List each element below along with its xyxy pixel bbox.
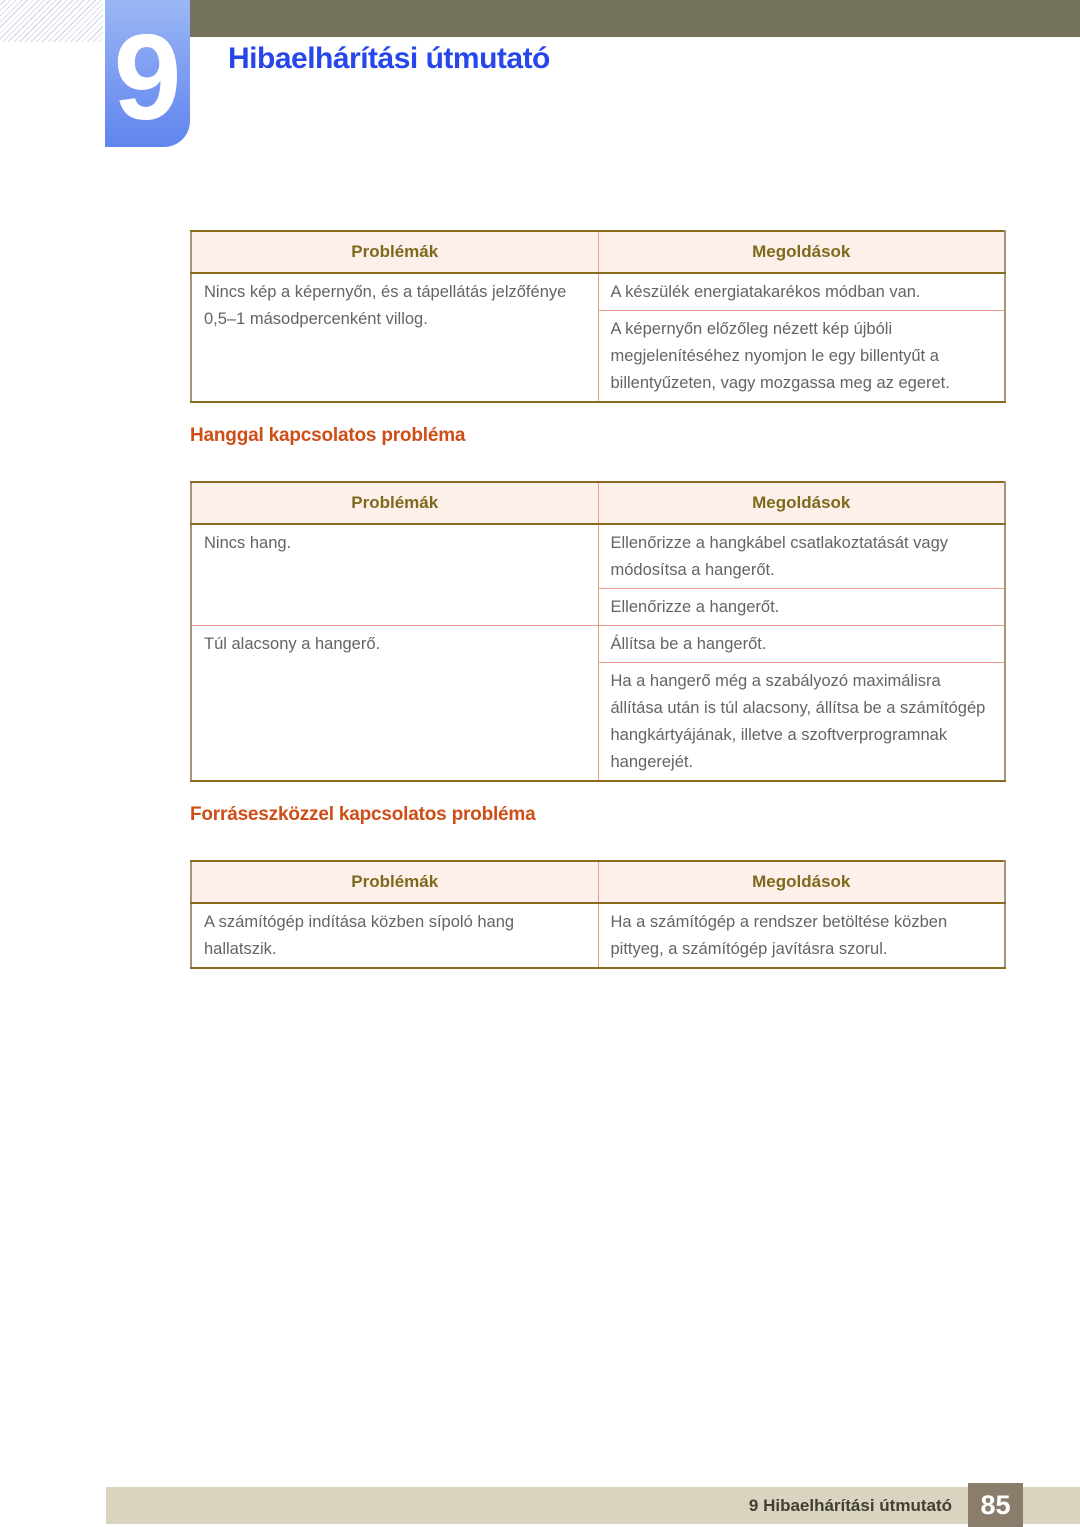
solution-cell: A készülék energiatakarékos módban van. <box>598 273 1005 311</box>
problem-cell: Nincs kép a képernyőn, és a tápellátás jelzőfénye 0,5–1 másodpercenként villog. <box>191 273 598 402</box>
troubleshooting-table-display <box>190 230 1006 403</box>
troubleshooting-table-source <box>190 860 1006 969</box>
column-header: Megoldások <box>598 861 1005 903</box>
chapter-tab <box>105 0 190 147</box>
page-title: Hibaelhárítási útmutató <box>228 42 550 75</box>
solution-cell: Állítsa be a hangerőt. <box>598 626 1005 663</box>
column-header: Problémák <box>191 231 598 273</box>
solution-cell: Ha a számítógép a rendszer betöltése közben pittyeg, a számítógép javításra szorul. <box>598 903 1005 968</box>
chapter-number: 9 <box>113 8 182 145</box>
solution-cell: Ellenőrizze a hangkábel csatlakoztatását vagy módosítsa a hangerőt. <box>598 524 1005 589</box>
problem-cell: Túl alacsony a hangerő. <box>191 626 598 782</box>
footer-label: 9 Hibaelhárítási útmutató <box>748 1496 952 1515</box>
solution-cell: Ellenőrizze a hangerőt. <box>598 589 1005 626</box>
column-header: Megoldások <box>598 482 1005 524</box>
problem-cell: Nincs hang. <box>191 524 598 626</box>
section-heading-sound: Hanggal kapcsolatos probléma <box>190 425 466 446</box>
content-area <box>190 230 1006 969</box>
solution-cell: A képernyőn előzőleg nézett kép újbóli megjelenítéséhez nyomjon le egy billentyűt a billentyűzeten, vagy mozgassa meg az egeret. <box>598 311 1005 403</box>
troubleshooting-table-sound <box>190 481 1006 782</box>
column-header: Problémák <box>191 482 598 524</box>
column-header: Problémák <box>191 861 598 903</box>
hatch-decoration <box>0 0 103 42</box>
solution-cell: Ha a hangerő még a szabályozó maximálisra állítása után is túl alacsony, állítsa be a számítógép hangkártyájának, illetve a szoftverprogramnak hangerejét. <box>598 663 1005 782</box>
section-heading-source: Forráseszközzel kapcsolatos probléma <box>190 804 536 825</box>
problem-cell: A számítógép indítása közben sípoló hang hallatszik. <box>191 903 598 968</box>
header-bar <box>190 0 1080 37</box>
page-number: 85 <box>968 1483 1023 1527</box>
column-header: Megoldások <box>598 231 1005 273</box>
